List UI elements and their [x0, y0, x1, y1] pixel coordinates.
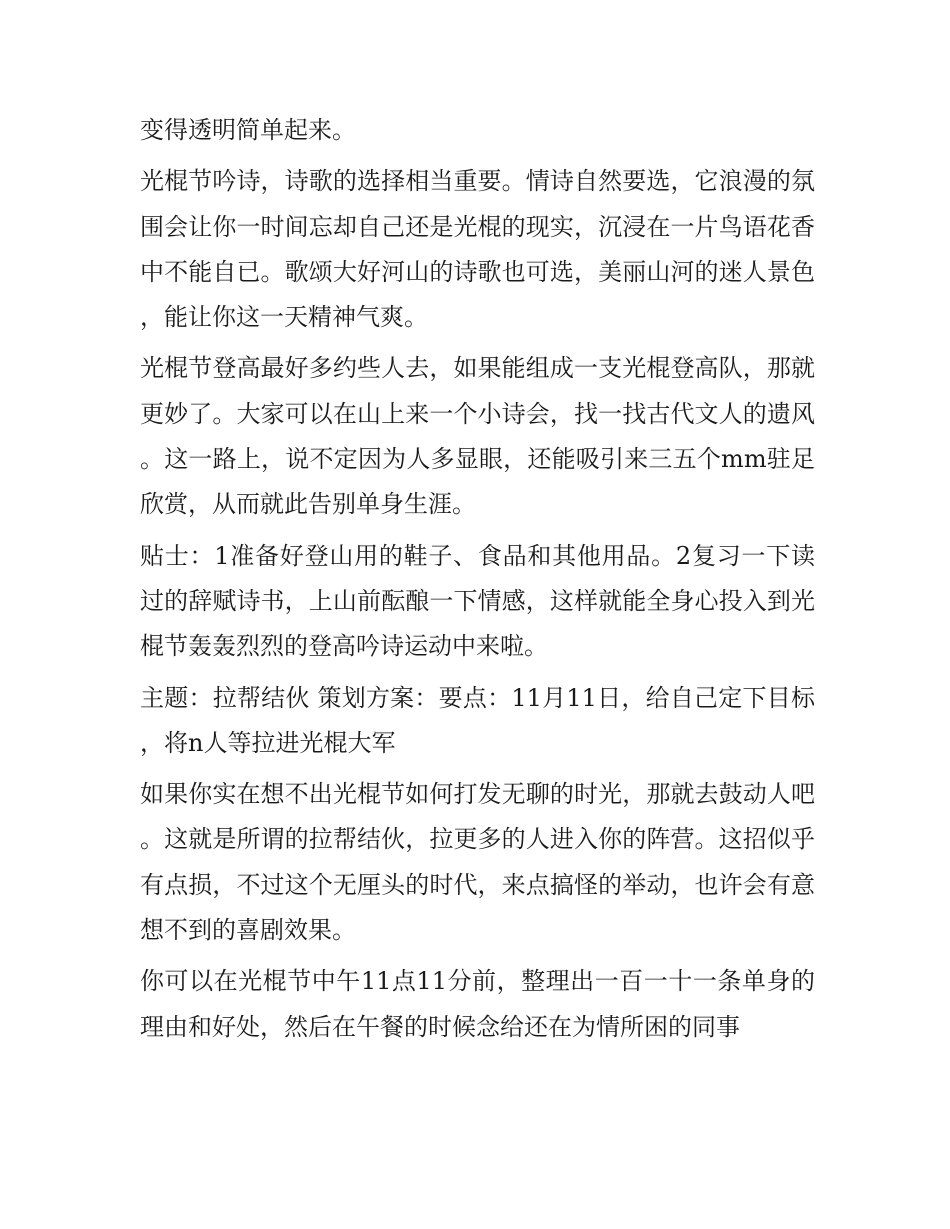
paragraph-5: 主题：拉帮结伙 策划方案：要点：11月11日，给自己定下目标，将n人等拉进光棍大军 — [140, 683, 815, 757]
paragraph-7: 你可以在光棍节中午11点11分前，整理出一百一十一条单身的理由和好处，然后在午餐的时候念给还在为情所困的同事 — [140, 967, 815, 1041]
paragraph-3: 光棍节登高最好多约些人去，如果能组成一支光棍登高队，那就更妙了。大家可以在山上来一个小诗会，找一找古代文人的遗风。这一路上，说不定因为人多显眼，还能吸引来三五个mm驻足欣赏，从而就此告别单身生涯。 — [140, 354, 815, 519]
paragraph-4: 贴士：1准备好登山用的鞋子、食品和其他用品。2复习一下读过的辞赋诗书，上山前酝酿一下情感，这样就能全身心投入到光棍节轰轰烈烈的登高吟诗运动中来啦。 — [140, 541, 815, 661]
document-body — [140, 108, 815, 1056]
paragraph-2: 光棍节吟诗，诗歌的选择相当重要。情诗自然要选，它浪漫的氛围会让你一时间忘却自己还是光棍的现实，沉浸在一片鸟语花香中不能自已。歌颂大好河山的诗歌也可选，美丽山河的迷人景色，能让你这一天精神气爽。 — [140, 167, 815, 332]
paragraph-1: 变得透明简单起来。 — [140, 116, 356, 144]
paragraph-6: 如果你实在想不出光棍节如何打发无聊的时光，那就去鼓动人吧。这就是所谓的拉帮结伙，拉更多的人进入你的阵营。这招似乎有点损，不过这个无厘头的时代，来点搞怪的举动，也许会有意想不到的喜剧效果。 — [140, 780, 815, 945]
